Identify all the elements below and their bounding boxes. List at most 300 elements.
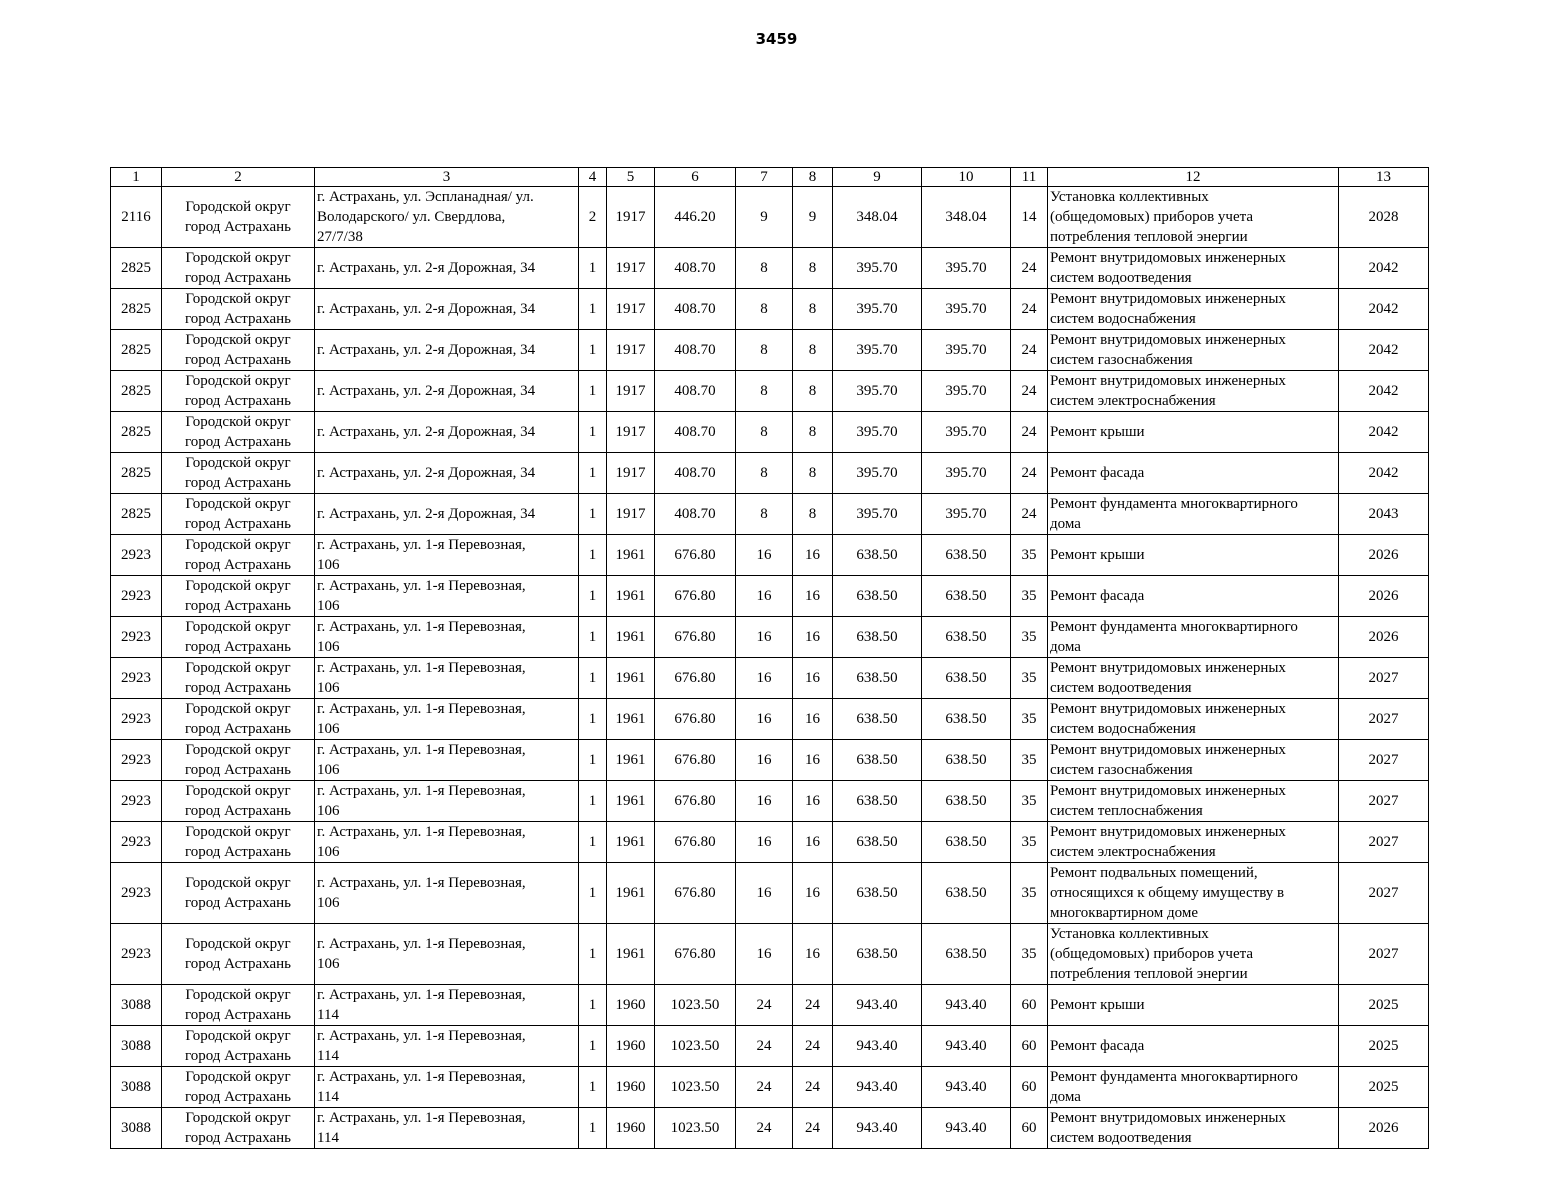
cell-text: 35 (1021, 670, 1037, 686)
cell-col-8 (793, 494, 833, 535)
cell-text: Городской округ город Астрахань (184, 455, 292, 491)
cell-area-9 (833, 863, 922, 924)
cell-area-9 (833, 1067, 922, 1108)
cell-text: 1 (588, 301, 597, 317)
cell-text: 1 (588, 946, 597, 962)
cell-col-8 (793, 453, 833, 494)
cell-text: 1023.50 (670, 997, 720, 1013)
table-row (111, 187, 1429, 248)
cell-text: г. Астрахань, ул. 2-я Дорожная, 34 (317, 301, 536, 317)
cell-text: 2825 (121, 383, 151, 399)
cell-text: 1 (588, 506, 597, 522)
cell-work-type (1048, 781, 1339, 822)
cell-text: 1 (588, 342, 597, 358)
cell-area-9 (833, 453, 922, 494)
cell-text: 2923 (121, 629, 151, 645)
cell-municipality (162, 248, 315, 289)
cell-area-10 (922, 187, 1011, 248)
cell-row-id (111, 822, 162, 863)
cell-text: 2025 (1368, 1079, 1399, 1095)
table-row (111, 863, 1429, 924)
cell-text: Ремонт фасада (1050, 1038, 1145, 1054)
cell-text: 2027 (1368, 946, 1399, 962)
cell-text: Городской округ город Астрахань (184, 1028, 292, 1064)
cell-text: Городской округ город Астрахань (184, 987, 292, 1023)
table-row (111, 740, 1429, 781)
column-header-5: 5 (607, 168, 655, 187)
table-row (111, 248, 1429, 289)
cell-text: 676.80 (674, 946, 716, 962)
cell-work-type (1048, 576, 1339, 617)
table-row (111, 1026, 1429, 1067)
cell-text: 2923 (121, 885, 151, 901)
cell-col-8 (793, 289, 833, 330)
cell-area-10 (922, 330, 1011, 371)
cell-text: 1917 (615, 506, 646, 522)
cell-text: Городской округ город Астрахань (184, 578, 292, 614)
table-row (111, 658, 1429, 699)
cell-text: 638.50 (945, 670, 987, 686)
cell-total-area (655, 863, 736, 924)
cell-text: Ремонт внутридомовых инженерных систем водоснабжения (1050, 701, 1286, 737)
cell-text: Ремонт крыши (1050, 997, 1145, 1013)
column-header-8: 8 (793, 168, 833, 187)
cell-municipality (162, 371, 315, 412)
cell-year-built (607, 863, 655, 924)
cell-area-10 (922, 1067, 1011, 1108)
cell-text: 408.70 (674, 301, 716, 317)
cell-area-10 (922, 863, 1011, 924)
cell-text: 943.40 (856, 997, 898, 1013)
cell-col-11 (1011, 1026, 1048, 1067)
cell-text: 16 (756, 711, 772, 727)
cell-col-7 (736, 740, 793, 781)
cell-text: 16 (805, 588, 820, 604)
cell-address (315, 617, 579, 658)
column-header-12: 12 (1048, 168, 1339, 187)
column-header-2: 2 (162, 168, 315, 187)
cell-text: Городской округ город Астрахань (184, 1110, 292, 1146)
cell-text: 638.50 (945, 752, 987, 768)
cell-area-9 (833, 699, 922, 740)
cell-text: Ремонт внутридомовых инженерных систем электроснабжения (1050, 824, 1286, 860)
cell-col-11 (1011, 699, 1048, 740)
cell-text: Ремонт крыши (1050, 424, 1145, 440)
cell-municipality (162, 1108, 315, 1149)
cell-text: 8 (760, 383, 768, 399)
cell-text: 16 (805, 793, 820, 809)
cell-municipality (162, 494, 315, 535)
column-header-6: 6 (655, 168, 736, 187)
cell-area-9 (833, 248, 922, 289)
cell-address (315, 1067, 579, 1108)
cell-text: 1 (588, 465, 597, 481)
cell-col-11 (1011, 863, 1048, 924)
cell-text: 2026 (1368, 629, 1399, 645)
cell-text: Ремонт внутридомовых инженерных систем водоотведения (1050, 250, 1286, 286)
cell-text: 1 (588, 383, 597, 399)
cell-col-4 (579, 924, 607, 985)
cell-text: 395.70 (945, 342, 987, 358)
cell-col-4 (579, 576, 607, 617)
cell-year-built (607, 1026, 655, 1067)
cell-text: 3088 (121, 1079, 151, 1095)
cell-col-11 (1011, 740, 1048, 781)
cell-col-11 (1011, 412, 1048, 453)
cell-text: 24 (1021, 301, 1037, 317)
cell-text: г. Астрахань, ул. 1-я Перевозная, 114 (317, 1110, 526, 1146)
cell-text: 35 (1021, 629, 1037, 645)
cell-text: Городской округ город Астрахань (184, 701, 292, 737)
cell-text: 16 (805, 629, 820, 645)
cell-text: 2043 (1368, 506, 1399, 522)
cell-text: 2825 (121, 301, 151, 317)
cell-address (315, 863, 579, 924)
table-row (111, 535, 1429, 576)
cell-text: 24 (1021, 342, 1037, 358)
cell-text: 676.80 (674, 834, 716, 850)
cell-text: 408.70 (674, 260, 716, 276)
cell-year-built (607, 289, 655, 330)
cell-col-7 (736, 453, 793, 494)
cell-col-8 (793, 985, 833, 1026)
cell-text: 2825 (121, 424, 151, 440)
cell-col-7 (736, 699, 793, 740)
cell-planned-year (1339, 781, 1429, 822)
cell-total-area (655, 658, 736, 699)
cell-municipality (162, 187, 315, 248)
cell-text: 8 (760, 465, 768, 481)
cell-text: 8 (808, 424, 817, 440)
column-header-3: 3 (315, 168, 579, 187)
cell-text: Ремонт внутридомовых инженерных систем водоотведения (1050, 660, 1286, 696)
cell-col-4 (579, 863, 607, 924)
cell-total-area (655, 1026, 736, 1067)
cell-area-10 (922, 822, 1011, 863)
cell-text: 2 (588, 209, 597, 225)
cell-text: 35 (1021, 752, 1037, 768)
cell-municipality (162, 535, 315, 576)
cell-text: 16 (805, 752, 820, 768)
cell-text: 16 (756, 793, 772, 809)
cell-text: Установка коллективных (общедомовых) приборов учета потребления тепловой энергии (1050, 926, 1253, 982)
cell-col-8 (793, 412, 833, 453)
cell-text: 2042 (1368, 383, 1399, 399)
cell-year-built (607, 576, 655, 617)
cell-text: Ремонт фундамента многоквартирного дома (1050, 496, 1298, 532)
cell-col-7 (736, 535, 793, 576)
cell-text: 638.50 (945, 547, 987, 563)
cell-text: 8 (760, 260, 768, 276)
cell-year-built (607, 985, 655, 1026)
cell-text: 1 (588, 997, 597, 1013)
cell-row-id (111, 1067, 162, 1108)
cell-text: г. Астрахань, ул. 2-я Дорожная, 34 (317, 424, 536, 440)
cell-planned-year (1339, 924, 1429, 985)
cell-text: 16 (756, 588, 772, 604)
cell-row-id (111, 781, 162, 822)
cell-text: 943.40 (856, 1120, 898, 1136)
table-row (111, 617, 1429, 658)
table-row (111, 494, 1429, 535)
cell-work-type (1048, 1026, 1339, 1067)
cell-col-8 (793, 371, 833, 412)
cell-row-id (111, 576, 162, 617)
cell-text: 1 (588, 1120, 597, 1136)
cell-text: 2042 (1368, 424, 1399, 440)
cell-col-8 (793, 1067, 833, 1108)
cell-text: 1 (588, 752, 597, 768)
cell-text: 638.50 (856, 793, 898, 809)
cell-col-7 (736, 289, 793, 330)
table-body (111, 187, 1429, 1149)
cell-address (315, 699, 579, 740)
table-row (111, 924, 1429, 985)
cell-total-area (655, 617, 736, 658)
cell-planned-year (1339, 289, 1429, 330)
cell-planned-year (1339, 248, 1429, 289)
cell-text: 638.50 (856, 885, 898, 901)
cell-municipality (162, 412, 315, 453)
cell-text: г. Астрахань, ул. 1-я Перевозная, 114 (317, 1028, 526, 1064)
table-row (111, 330, 1429, 371)
cell-text: г. Астрахань, ул. 1-я Перевозная, 106 (317, 537, 526, 573)
cell-row-id (111, 1108, 162, 1149)
cell-municipality (162, 1026, 315, 1067)
cell-text: г. Астрахань, ул. Эспланадная/ ул. Володарского/ ул. Свердлова, 27/7/38 (317, 189, 534, 245)
cell-col-7 (736, 330, 793, 371)
cell-text: 2825 (121, 506, 151, 522)
cell-col-4 (579, 1026, 607, 1067)
cell-total-area (655, 924, 736, 985)
cell-text: 2042 (1368, 465, 1399, 481)
cell-area-9 (833, 187, 922, 248)
cell-text: 16 (805, 885, 820, 901)
cell-col-4 (579, 658, 607, 699)
cell-planned-year (1339, 1026, 1429, 1067)
cell-text: Городской округ город Астрахань (184, 414, 292, 450)
cell-text: 2042 (1368, 260, 1399, 276)
cell-col-7 (736, 1108, 793, 1149)
cell-year-built (607, 371, 655, 412)
cell-text: 35 (1021, 834, 1037, 850)
cell-text: 1960 (615, 1120, 646, 1136)
cell-text: 638.50 (856, 711, 898, 727)
cell-text: 1 (588, 1038, 597, 1054)
cell-text: 35 (1021, 885, 1037, 901)
cell-total-area (655, 187, 736, 248)
cell-area-10 (922, 617, 1011, 658)
cell-work-type (1048, 535, 1339, 576)
cell-col-4 (579, 371, 607, 412)
cell-text: 2116 (121, 209, 151, 225)
cell-area-10 (922, 453, 1011, 494)
cell-text: г. Астрахань, ул. 2-я Дорожная, 34 (317, 506, 536, 522)
cell-col-8 (793, 617, 833, 658)
cell-text: г. Астрахань, ул. 1-я Перевозная, 106 (317, 660, 526, 696)
cell-municipality (162, 453, 315, 494)
cell-text: Ремонт фундамента многоквартирного дома (1050, 1069, 1298, 1105)
cell-col-8 (793, 822, 833, 863)
cell-text: 24 (756, 1120, 772, 1136)
cell-total-area (655, 330, 736, 371)
cell-col-8 (793, 187, 833, 248)
cell-municipality (162, 617, 315, 658)
cell-text: 2825 (121, 260, 151, 276)
cell-text: 2825 (121, 465, 151, 481)
cell-col-8 (793, 330, 833, 371)
cell-text: г. Астрахань, ул. 1-я Перевозная, 106 (317, 742, 526, 778)
cell-col-4 (579, 187, 607, 248)
cell-col-11 (1011, 781, 1048, 822)
cell-area-10 (922, 924, 1011, 985)
cell-text: Ремонт крыши (1050, 547, 1145, 563)
cell-text: Городской округ город Астрахань (184, 1069, 292, 1105)
cell-col-7 (736, 822, 793, 863)
cell-col-11 (1011, 187, 1048, 248)
cell-text: 446.20 (674, 209, 716, 225)
cell-text: 1 (588, 670, 597, 686)
cell-text: 395.70 (856, 383, 898, 399)
cell-col-8 (793, 535, 833, 576)
cell-text: 24 (805, 1079, 820, 1095)
cell-planned-year (1339, 985, 1429, 1026)
cell-text: Городской округ город Астрахань (184, 619, 292, 655)
cell-col-8 (793, 1026, 833, 1067)
cell-row-id (111, 740, 162, 781)
cell-text: 348.04 (945, 209, 987, 225)
cell-year-built (607, 453, 655, 494)
cell-text: 16 (756, 834, 772, 850)
cell-text: 1 (588, 834, 597, 850)
column-header-13: 13 (1339, 168, 1429, 187)
cell-text: 638.50 (856, 670, 898, 686)
cell-text: 24 (805, 1038, 820, 1054)
cell-text: 395.70 (945, 260, 987, 276)
cell-col-11 (1011, 289, 1048, 330)
cell-area-10 (922, 576, 1011, 617)
cell-address (315, 822, 579, 863)
cell-work-type (1048, 412, 1339, 453)
cell-col-4 (579, 1108, 607, 1149)
cell-text: 1 (588, 629, 597, 645)
cell-text: 1 (588, 424, 597, 440)
cell-col-4 (579, 535, 607, 576)
cell-text: 1 (588, 711, 597, 727)
cell-text: 395.70 (856, 342, 898, 358)
cell-text: 2923 (121, 670, 151, 686)
cell-work-type (1048, 985, 1339, 1026)
cell-address (315, 1026, 579, 1067)
cell-text: 1917 (615, 383, 646, 399)
cell-year-built (607, 187, 655, 248)
cell-year-built (607, 412, 655, 453)
cell-text: 24 (1021, 260, 1037, 276)
cell-work-type (1048, 187, 1339, 248)
cell-work-type (1048, 1108, 1339, 1149)
cell-col-11 (1011, 453, 1048, 494)
cell-text: 638.50 (945, 885, 987, 901)
cell-text: 943.40 (945, 1038, 987, 1054)
cell-col-7 (736, 924, 793, 985)
cell-text: г. Астрахань, ул. 2-я Дорожная, 34 (317, 342, 536, 358)
cell-municipality (162, 740, 315, 781)
cell-area-10 (922, 289, 1011, 330)
cell-row-id (111, 330, 162, 371)
cell-col-4 (579, 740, 607, 781)
cell-year-built (607, 617, 655, 658)
cell-col-7 (736, 576, 793, 617)
cell-total-area (655, 453, 736, 494)
cell-text: 8 (760, 301, 768, 317)
cell-text: 1961 (615, 670, 646, 686)
column-header-4: 4 (579, 168, 607, 187)
cell-col-7 (736, 863, 793, 924)
table-row (111, 371, 1429, 412)
column-header-10: 10 (922, 168, 1011, 187)
cell-text: 16 (756, 752, 772, 768)
cell-text: 2027 (1368, 711, 1399, 727)
cell-text: 1917 (615, 424, 646, 440)
cell-row-id (111, 453, 162, 494)
cell-text: Городской округ город Астрахань (184, 742, 292, 778)
cell-planned-year (1339, 576, 1429, 617)
cell-municipality (162, 576, 315, 617)
cell-text: Ремонт фасада (1050, 588, 1145, 604)
cell-col-4 (579, 453, 607, 494)
cell-area-9 (833, 658, 922, 699)
cell-col-7 (736, 617, 793, 658)
cell-work-type (1048, 494, 1339, 535)
cell-text: Городской округ город Астрахань (184, 291, 292, 327)
cell-text: 1917 (615, 342, 646, 358)
cell-text: 1960 (615, 1079, 646, 1095)
cell-area-10 (922, 699, 1011, 740)
cell-text: 638.50 (945, 834, 987, 850)
cell-text: 943.40 (856, 1079, 898, 1095)
cell-col-11 (1011, 985, 1048, 1026)
cell-col-11 (1011, 658, 1048, 699)
cell-text: 2027 (1368, 834, 1399, 850)
cell-text: 2923 (121, 834, 151, 850)
cell-text: 676.80 (674, 793, 716, 809)
cell-row-id (111, 248, 162, 289)
cell-text: 2027 (1368, 752, 1399, 768)
cell-text: г. Астрахань, ул. 1-я Перевозная, 106 (317, 783, 526, 819)
cell-area-10 (922, 985, 1011, 1026)
cell-year-built (607, 248, 655, 289)
cell-col-11 (1011, 576, 1048, 617)
cell-row-id (111, 187, 162, 248)
column-header-7: 7 (736, 168, 793, 187)
cell-year-built (607, 699, 655, 740)
cell-text: 676.80 (674, 629, 716, 645)
cell-planned-year (1339, 412, 1429, 453)
table-row (111, 985, 1429, 1026)
cell-text: г. Астрахань, ул. 2-я Дорожная, 34 (317, 260, 536, 276)
cell-area-9 (833, 822, 922, 863)
cell-text: 24 (1021, 506, 1037, 522)
cell-text: 638.50 (945, 588, 987, 604)
cell-text: 1 (588, 547, 597, 563)
cell-text: Ремонт подвальных помещений, относящихся к общему имуществу в многоквартирном доме (1050, 865, 1285, 921)
cell-area-9 (833, 371, 922, 412)
cell-municipality (162, 924, 315, 985)
cell-text: г. Астрахань, ул. 1-я Перевозная, 106 (317, 701, 526, 737)
cell-municipality (162, 985, 315, 1026)
cell-area-10 (922, 1108, 1011, 1149)
cell-text: 1961 (615, 547, 646, 563)
